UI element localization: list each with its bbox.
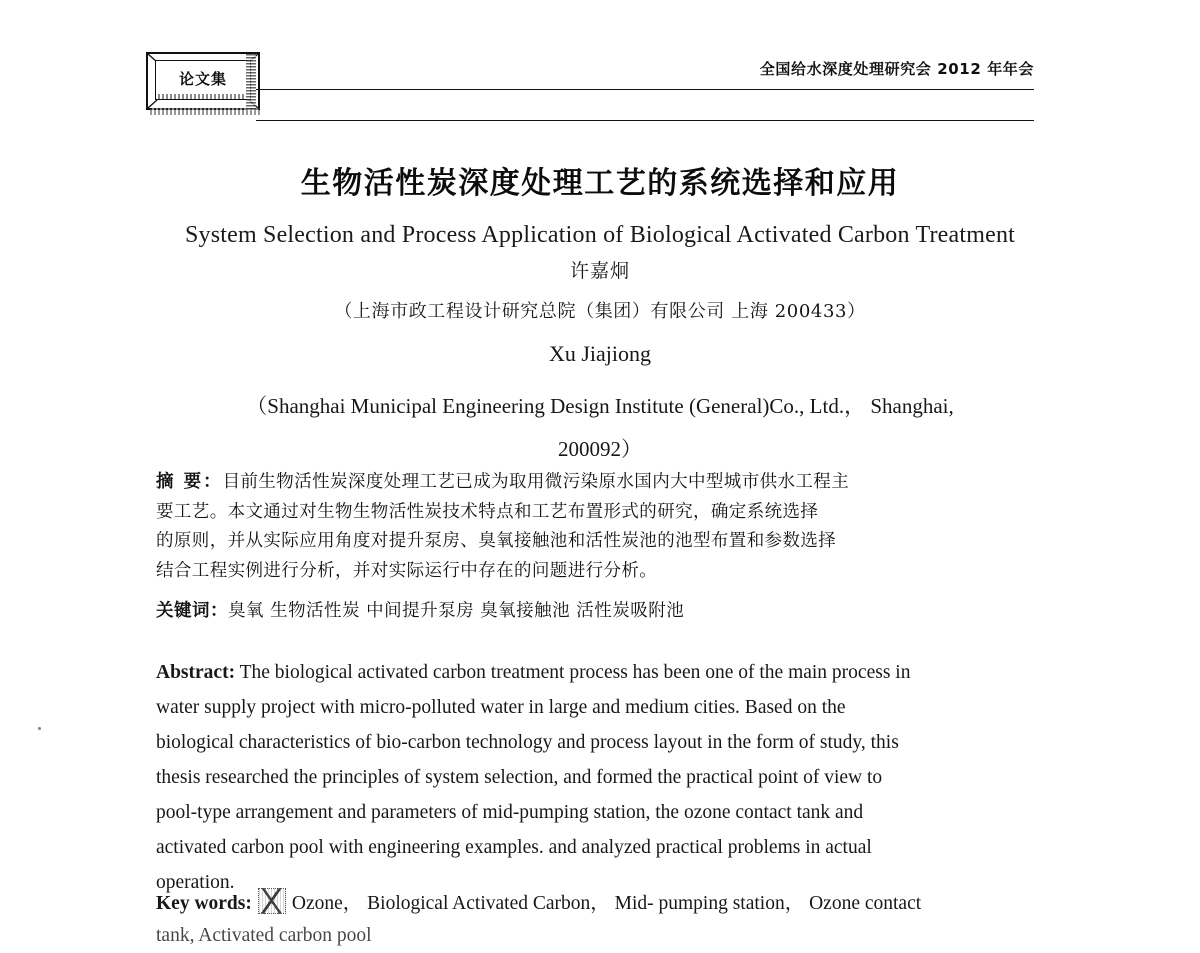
proceedings-badge-box [146,52,260,110]
header-rule-bottom [256,120,1034,121]
abstract-cn-line-2: 要工艺。本文通过对生物生物活性炭技术特点和工艺布置形式的研究，确定系统选择 [156,501,819,522]
keywords-cn-text: 臭氧 生物活性炭 中间提升泵房 臭氧接触池 活性炭吸附池 [228,601,685,621]
abstract-en-line-4: thesis researched the principles of system selection, and formed the practical point of view to [156,767,883,788]
page-header [0,0,1200,135]
proceedings-badge-label: 论文集 [178,70,227,88]
abstract-en-line-7: operation. [156,872,235,893]
abstract-en-text-1: The biological activated carbon treatment process has been one of the main process in [235,662,911,683]
abstract-en-line-5: pool-type arrangement and parameters of mid-pumping station, the ozone contact tank and [156,802,864,823]
abstract-english [156,655,1050,900]
author-affiliation-english [140,385,1060,471]
author-affiliation-chinese: （上海市政工程设计研究总院（集团）有限公司 上海 200433） [334,301,866,322]
author-name-chinese: 许嘉炯 [569,260,630,282]
abstract-cn-line-4: 结合工程实例进行分析，并对实际运行中存在的问题进行分析。 [156,560,658,581]
abstract-en-label: Abstract: [156,662,236,683]
abstract-en-line-3: biological characteristics of bio-carbon technology and process layout in the form of study, this [156,732,899,753]
badge-spine-shading [246,54,256,110]
header-rule-top [256,89,1034,90]
affiliation-en-line-2: 200092） [558,437,642,461]
abstract-cn-label: 摘 要： [156,472,223,492]
abstract-en-line-1 [156,655,1050,690]
badge-scan-noise [158,94,246,99]
abstract-cn-line-3: 的原则，并从实际应用角度对提升泵房、臭氧接触池和活性炭池的池型布置和参数选择 [156,531,837,551]
abstract-cn-text-1: 目前生物活性炭深度处理工艺已成为取用微污染原水国内大中型城市供水工程主 [222,472,850,492]
keywords-english-clipped-line: tank, Activated carbon pool [156,925,372,946]
paper-title-english: System Selection and Process Application of Biological Activated Carbon Treatment [184,222,1016,248]
abstract-en-line-2: water supply project with micro-polluted water in large and medium cities. Based on the [156,697,846,718]
abstract-en-line-6: activated carbon pool with engineering examples. and analyzed practical problems in actual [156,837,872,858]
keywords-cn-label: 关键词： [156,601,228,621]
paper-title-chinese: 生物活性炭深度处理工艺的系统选择和应用 [300,166,900,201]
author-name-english: Xu Jiajiong [548,341,652,366]
keywords-english [156,886,1060,921]
scan-speck-artifact [38,727,41,730]
scan-smudge-icon [258,888,286,914]
affiliation-en-line-1: （Shanghai Municipal Engineering Design Institute (General)Co., Ltd.， Shanghai, [246,394,954,418]
abstract-cn-line-1 [156,468,1044,498]
keywords-en-label: Key words: [156,893,252,914]
keywords-chinese [156,597,1044,622]
abstract-chinese [156,468,1044,586]
conference-title: 全国给水深度处理研究会 2012 年年会 [759,60,1034,78]
keywords-en-text: Ozone， Biological Activated Carbon， Mid- pumping station， Ozone contact [291,893,922,914]
